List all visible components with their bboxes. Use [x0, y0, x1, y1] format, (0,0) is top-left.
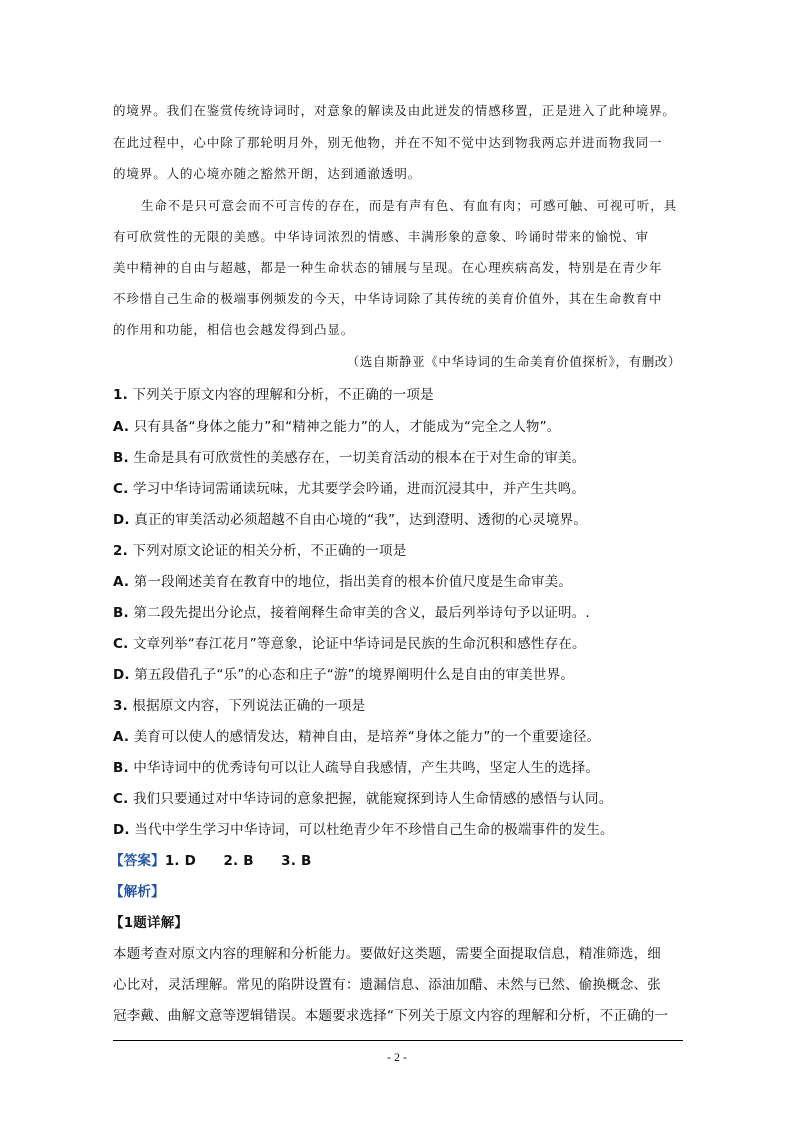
question-3-option-a [113, 727, 600, 747]
option-label: A. [113, 729, 130, 745]
passage-line: 有可欣赏性的无限的美感。中华诗词浓烈的情感、丰满形象的意象、吟诵时带来的愉悦、审 [113, 229, 650, 244]
analysis-line: 冠李戴、曲解文意等逻辑错误。本题要求选择“下列关于原文内容的理解和分析，不正确的一 [113, 1008, 669, 1024]
option-text: 中华诗词中的优秀诗句可以让人疏导自我感情，产生共鸣，坚定人生的选择。 [133, 760, 600, 776]
option-label: B. [113, 450, 129, 466]
question-number: 1. [113, 387, 128, 403]
passage-line: 生命不是只可意会而不可言传的存在，而是有声有色、有血有肉；可感可触、可视可听，具 [141, 198, 678, 213]
option-text: 我们只要通过对中华诗词的意象把握，就能窥探到诗人生命情感的感悟与认同。 [132, 791, 613, 807]
passage-line: 不珍惜自己生命的极端事例频发的今天，中华诗词除了其传统的美育价值外，其在生命教育中 [113, 291, 663, 306]
option-text: 学习中华诗词需诵读玩味，尤其要学会吟诵，进而沉浸其中，并产生共鸣。 [132, 481, 586, 497]
analysis-line: 本题考查对原文内容的理解和分析能力。要做好这类题，需要全面提取信息，精准筛选，细 [113, 946, 661, 962]
question-stem-text: 下列对原文论证的相关分析，不正确的一项是 [132, 543, 407, 559]
option-label: B. [113, 760, 129, 776]
option-label: A. [113, 574, 130, 590]
question-2-stem [113, 541, 406, 561]
answer-tag: 【答案】 [110, 853, 165, 869]
option-text: 文章列举“春江花月”等意象，论证中华诗词是民族的生命沉积和感性存在。 [132, 636, 586, 652]
question-2-option-b [113, 603, 590, 623]
question-3-option-b [113, 758, 599, 778]
analysis-line: 心比对，灵活理解。常见的陷阱设置有：遗漏信息、添油加醋、未然与已然、偷换概念、张 [113, 977, 661, 993]
option-text: 真正的审美活动必须超越不自由心境的“我”，达到澄明、透彻的心灵境界。 [134, 512, 588, 528]
option-text: 美育可以使人的感情发达，精神自由，是培养“身体之能力”的一个重要途径。 [133, 729, 601, 745]
question-1-stem [113, 385, 434, 405]
option-label: D. [113, 822, 130, 838]
source-citation: （选自斯静亚《中华诗词的生命美育价值探析》，有删改） [346, 354, 681, 369]
question-2-option-c [113, 634, 586, 654]
option-label: C. [113, 791, 129, 807]
option-label: C. [113, 481, 129, 497]
answer-line [110, 851, 311, 871]
question-3-option-d [113, 820, 614, 840]
question-3-option-c [113, 789, 612, 809]
option-label: C. [113, 636, 129, 652]
question-number: 2. [113, 543, 128, 559]
question-1-option-c [113, 479, 585, 499]
passage-line: 美中精神的自由与超越，都是一种生命状态的铺展与呈现。在心理疾病高发，特别是在青少年 [113, 260, 663, 275]
option-text: 第一段阐述美育在教育中的地位，指出美育的根本价值尺度是生命审美。 [133, 574, 573, 590]
question-3-stem [113, 696, 365, 716]
option-text: 生命是具有可欣赏性的美感存在，一切美育活动的根本在于对生命的审美。 [133, 450, 586, 466]
question-1-option-b [113, 448, 585, 468]
question-2-option-d [113, 665, 574, 685]
passage-line: 的境界。我们在鉴赏传统诗词时，对意象的解读及由此迸发的情感移置，正是进入了此种境界。 [113, 103, 676, 118]
option-text: 第五段借孔子“乐”的心态和庄子“游”的境界阐明什么是自由的审美世界。 [134, 667, 575, 683]
answer-values: 1. D 2. B 3. B [164, 853, 312, 869]
page-number: - 2 - [387, 1050, 407, 1064]
analysis-tag-text: 【解析】 [110, 884, 165, 900]
passage-line: 的作用和功能，相信也会越发得到凸显。 [113, 322, 355, 337]
option-text: 只有具备“身体之能力”和“精神之能力”的人，才能成为“完全之人物”。 [133, 419, 561, 435]
option-label: D. [113, 512, 130, 528]
analysis-tag [110, 882, 165, 902]
question-2-option-a [113, 572, 572, 592]
option-text: 第二段先提出分论点，接着阐释生命审美的含义，最后列举诗句予以证明。. [133, 605, 590, 621]
footer-divider [113, 1040, 683, 1041]
question-stem-text: 下列关于原文内容的理解和分析，不正确的一项是 [132, 387, 434, 403]
question-number: 3. [113, 698, 128, 714]
option-label: D. [113, 667, 130, 683]
option-label: A. [113, 419, 130, 435]
analysis-subtitle: 【1题详解】 [110, 915, 189, 931]
question-stem-text: 根据原文内容，下列说法正确的一项是 [132, 698, 366, 714]
passage-line: 在此过程中，心中除了那轮明月外，别无他物，并在不知不觉中达到物我两忘并进而物我同一 [113, 135, 663, 150]
question-1-option-a [113, 417, 561, 437]
passage-line: 的境界。人的心境亦随之豁然开朗，达到通澈透明。 [113, 166, 422, 181]
question-1-option-d [113, 510, 587, 530]
option-label: B. [113, 605, 129, 621]
option-text: 当代中学生学习中华诗词，可以杜绝青少年不珍惜自己生命的极端事件的发生。 [134, 822, 614, 838]
